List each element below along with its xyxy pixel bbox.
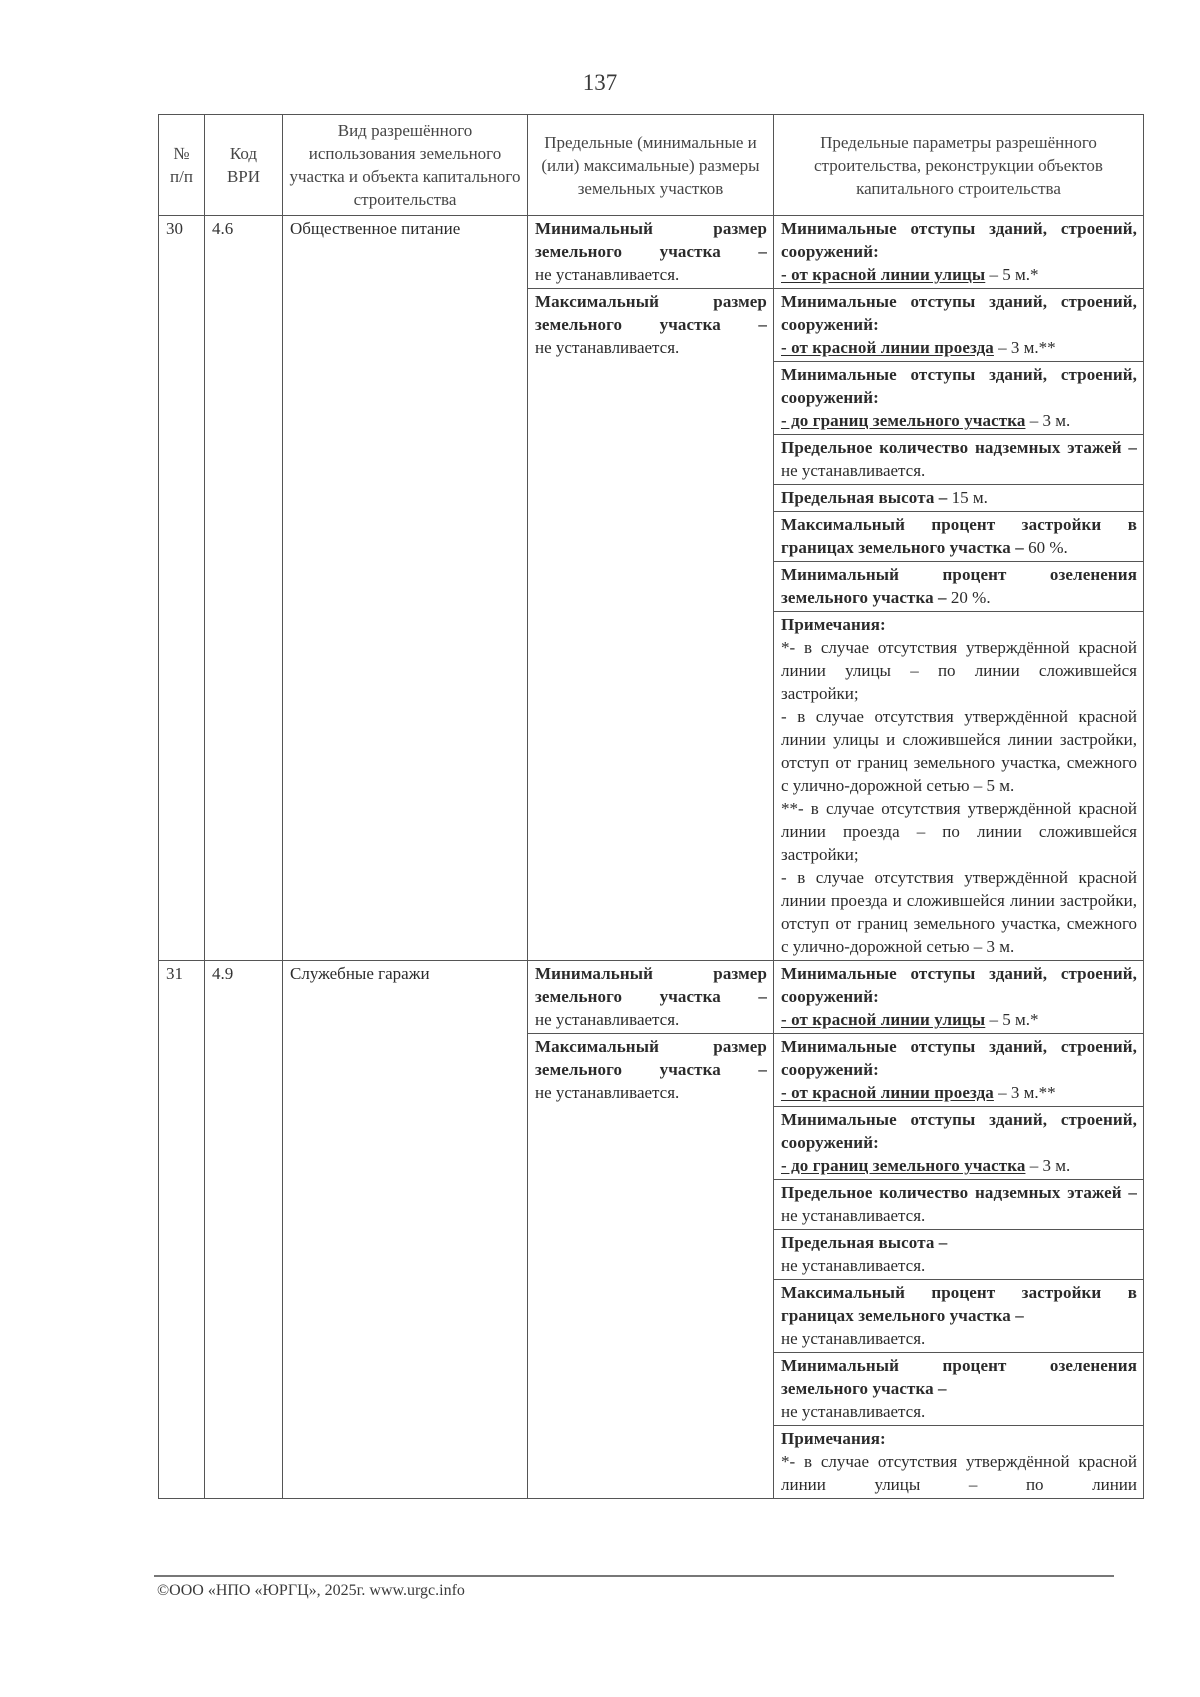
param-value: – 5 м.* xyxy=(985,265,1039,284)
param-label: Предельная высота – xyxy=(781,488,948,507)
note-item: - в случае отсутствия утверждённой красной линии проезда и сложившейся линии застройки, отступ от границ земельного участка, смежного с улично-дорожной сетью – 3 м. xyxy=(781,868,1137,956)
row-type: Служебные гаражи xyxy=(283,961,528,1499)
param-label: Предельное количество надземных этажей – xyxy=(781,438,1137,457)
note-item: - в случае отсутствия утверждённой красной линии улицы и сложившейся линии застройки, отступ от границ земельного участка, смежного с улично-дорожной сетью – 5 м. xyxy=(781,707,1137,795)
param-label: Максимальный процент застройки в границах земельного участка – xyxy=(781,1283,1137,1325)
header-type: Вид разрешённого использования земельного участка и объекта капитального строительства xyxy=(283,115,528,216)
note-item: *- в случае отсутствия утверждённой красной линии улицы – по линии сложившейся застройки; xyxy=(781,638,1137,703)
param-cell xyxy=(774,216,1144,289)
param-value: не устанавливается. xyxy=(781,1402,926,1421)
param-line: - от красной линии улицы xyxy=(781,1010,986,1029)
notes-cell xyxy=(774,1426,1144,1499)
regulations-table xyxy=(158,114,1144,1499)
param-line: - от красной линии улицы xyxy=(781,265,986,284)
max-size-value: не устанавливается. xyxy=(535,338,680,357)
row-num: 30 xyxy=(159,216,205,961)
param-label: Максимальный процент застройки в границах земельного участка – xyxy=(781,515,1137,557)
param-cell xyxy=(774,1180,1144,1230)
row-code: 4.9 xyxy=(205,961,283,1499)
param-label: Предельная высота – xyxy=(781,1233,948,1252)
param-value: не устанавливается. xyxy=(781,1256,926,1275)
footer-copyright: ©ООО «НПО «ЮРГЦ», 2025г. www.urgc.info xyxy=(157,1582,465,1599)
min-size-label: Минимальный размер земельного участка – xyxy=(535,219,767,261)
header-params: Предельные параметры разрешённого строительства, реконструкции объектов капитального строительства xyxy=(774,115,1144,216)
min-size-value: не устанавливается. xyxy=(535,265,680,284)
table-row xyxy=(159,961,1144,1034)
param-value: – 3 м.** xyxy=(993,338,1056,357)
min-size-label: Минимальный размер земельного участка – xyxy=(535,964,767,1006)
param-head: Минимальные отступы зданий, строений, сооружений: xyxy=(781,964,1137,1006)
notes-title: Примечания: xyxy=(781,615,886,634)
table-row xyxy=(159,216,1144,289)
min-size-cell xyxy=(528,961,774,1034)
max-size-cell xyxy=(528,289,774,961)
param-cell xyxy=(774,435,1144,485)
footer-divider xyxy=(154,1575,1114,1577)
param-value: – 3 м.** xyxy=(993,1083,1056,1102)
page-number: 137 xyxy=(582,70,618,95)
param-cell xyxy=(774,1034,1144,1107)
param-head: Минимальные отступы зданий, строений, сооружений: xyxy=(781,1037,1137,1079)
param-cell xyxy=(774,1280,1144,1353)
param-cell xyxy=(774,512,1144,562)
param-cell xyxy=(774,362,1144,435)
table-header-row xyxy=(159,115,1144,216)
note-item: **- в случае отсутствия утверждённой красной линии проезда – по линии сложившейся застройки; xyxy=(781,799,1137,864)
param-cell xyxy=(774,289,1144,362)
param-line: - до границ земельного участка xyxy=(781,411,1026,430)
param-cell xyxy=(774,562,1144,612)
param-label: Предельное количество надземных этажей – xyxy=(781,1183,1137,1202)
max-size-label: Максимальный размер земельного участка – xyxy=(535,1037,767,1079)
row-type: Общественное питание xyxy=(283,216,528,961)
param-line: - от красной линии проезда xyxy=(781,338,994,357)
param-head: Минимальные отступы зданий, строений, сооружений: xyxy=(781,292,1137,334)
min-size-cell xyxy=(528,216,774,289)
notes-cell xyxy=(774,612,1144,961)
param-line: - от красной линии проезда xyxy=(781,1083,994,1102)
notes-title: Примечания: xyxy=(781,1429,886,1448)
param-value: не устанавливается. xyxy=(781,1206,926,1225)
param-value: 15 м. xyxy=(947,488,988,507)
param-cell xyxy=(774,1353,1144,1426)
param-cell xyxy=(774,1107,1144,1180)
param-value: – 3 м. xyxy=(1025,411,1071,430)
row-code: 4.6 xyxy=(205,216,283,961)
param-value: не устанавливается. xyxy=(781,461,926,480)
param-cell xyxy=(774,961,1144,1034)
param-label: Минимальный процент озеленения земельного участка – xyxy=(781,565,1137,607)
min-size-value: не устанавливается. xyxy=(535,1010,680,1029)
param-head: Минимальные отступы зданий, строений, сооружений: xyxy=(781,1110,1137,1152)
param-line: - до границ земельного участка xyxy=(781,1156,1026,1175)
max-size-label: Максимальный размер земельного участка – xyxy=(535,292,767,334)
param-cell xyxy=(774,485,1144,512)
row-num: 31 xyxy=(159,961,205,1499)
param-value: 60 %. xyxy=(1023,538,1068,557)
param-head: Минимальные отступы зданий, строений, сооружений: xyxy=(781,219,1137,261)
max-size-cell xyxy=(528,1034,774,1499)
param-value: – 5 м.* xyxy=(985,1010,1039,1029)
param-value: – 3 м. xyxy=(1025,1156,1071,1175)
param-label: Минимальный процент озеленения земельного участка – xyxy=(781,1356,1137,1398)
note-item: *- в случае отсутствия утверждённой красной линии улицы – по линии xyxy=(781,1452,1137,1494)
max-size-value: не устанавливается. xyxy=(535,1083,680,1102)
header-code: Код ВРИ xyxy=(205,115,283,216)
param-value: 20 %. xyxy=(946,588,991,607)
header-num: № п/п xyxy=(159,115,205,216)
param-head: Минимальные отступы зданий, строений, сооружений: xyxy=(781,365,1137,407)
header-sizes: Предельные (минимальные и (или) максимальные) размеры земельных участков xyxy=(528,115,774,216)
param-cell xyxy=(774,1230,1144,1280)
param-value: не устанавливается. xyxy=(781,1329,926,1348)
